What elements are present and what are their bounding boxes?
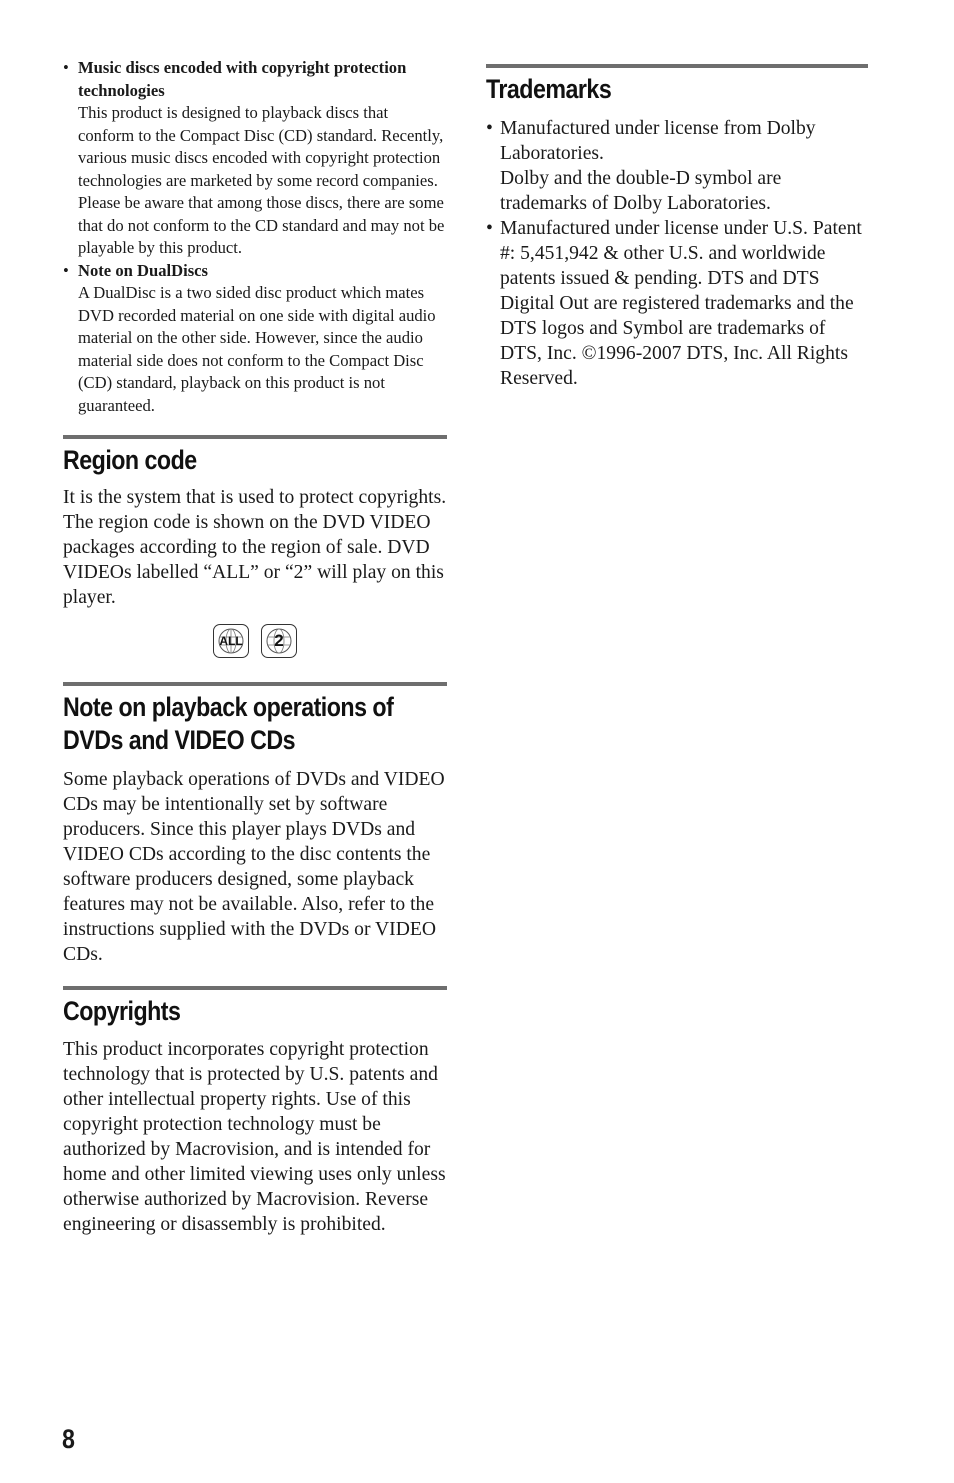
left-column — [63, 57, 447, 1237]
region-all-icon — [213, 624, 249, 658]
bullet: • — [63, 260, 69, 280]
trademark-text: Manufactured under license from Dolby Laboratories. — [500, 118, 816, 164]
section-title: Region code — [63, 445, 197, 475]
section-body: This product incorporates copyright protection technology that is protected by U.S. patents and other intellectual property rights. Use of this copyright protection technology must be authorized by Macrovision, and is intended for home and other limited viewing uses only unless otherwise authorized by Macrovision. Reverse engineering or disassembly is prohibited. — [63, 1039, 446, 1235]
section-title: Trademarks — [486, 74, 612, 104]
note-body: A DualDisc is a two sided disc product which mates DVD recorded material on one side with digital audio material on the other side. However, since the audio material side does not conform to the Compact Disc (CD) standard, playback on this product is not guaranteed. — [78, 283, 436, 415]
note-heading: Music discs encoded with copyright protection technologies — [78, 58, 407, 100]
region-all-label: ALL — [219, 634, 243, 648]
section-rule — [63, 435, 447, 439]
trademarks-list — [486, 116, 868, 391]
section-rule — [63, 682, 447, 686]
section-rule — [486, 64, 868, 68]
trademark-text: Dolby and the double-D symbol are trademarks of Dolby Laboratories. — [500, 168, 782, 214]
note-heading: Note on DualDiscs — [78, 260, 208, 280]
region-icons — [63, 624, 447, 658]
note-dualdiscs — [63, 260, 447, 418]
trademark-item-dolby — [486, 116, 868, 216]
section-playback-operations — [63, 682, 447, 967]
region-2-label: 2 — [274, 631, 284, 650]
bullet: • — [486, 118, 493, 139]
note-body: This product is designed to playback discs that conform to the Compact Disc (CD) standard. Recently, various music discs encoded with copyright protection technologies are marketed by some record companies. Please be aware that among those discs, there are some that do not conform to the CD standard and may not be playable by this product. — [78, 103, 445, 257]
section-copyrights — [63, 986, 447, 1237]
section-rule — [63, 986, 447, 990]
bullet: • — [486, 218, 493, 239]
trademark-text: Manufactured under license under U.S. Patent #: 5,451,942 & other U.S. and worldwide patents issued & pending. DTS and DTS Digital Out are registered trademarks and the DTS logos and Symbol are trademarks of DTS, Inc. ©1996-2007 DTS, Inc. All Rights Reserved. — [500, 218, 862, 389]
section-title: Note on playback operations of DVDs and VIDEO CDs — [63, 692, 394, 755]
bullet: • — [63, 58, 69, 77]
page-number: 8 — [62, 1424, 75, 1454]
section-body: Some playback operations of DVDs and VIDEO CDs may be intentionally set by software producers. Since this player plays DVDs and VIDEO CDs according to the disc contents the software producers designed, some playback features may not be available. Also, refer to the instructions supplied with the DVDs or VIDEO CDs. — [63, 769, 445, 965]
right-column — [486, 64, 868, 391]
section-region-code — [63, 435, 447, 658]
region-2-icon — [261, 624, 297, 658]
trademark-item-dts — [486, 216, 868, 391]
section-title: Copyrights — [63, 996, 181, 1026]
section-trademarks — [486, 64, 868, 391]
section-body: It is the system that is used to protect copyrights. The region code is shown on the DVD VIDEO packages according to the region of sale. DVD VIDEOs labelled “ALL” or “2” will play on this player. — [63, 487, 447, 608]
note-copyright-protection — [63, 57, 447, 260]
